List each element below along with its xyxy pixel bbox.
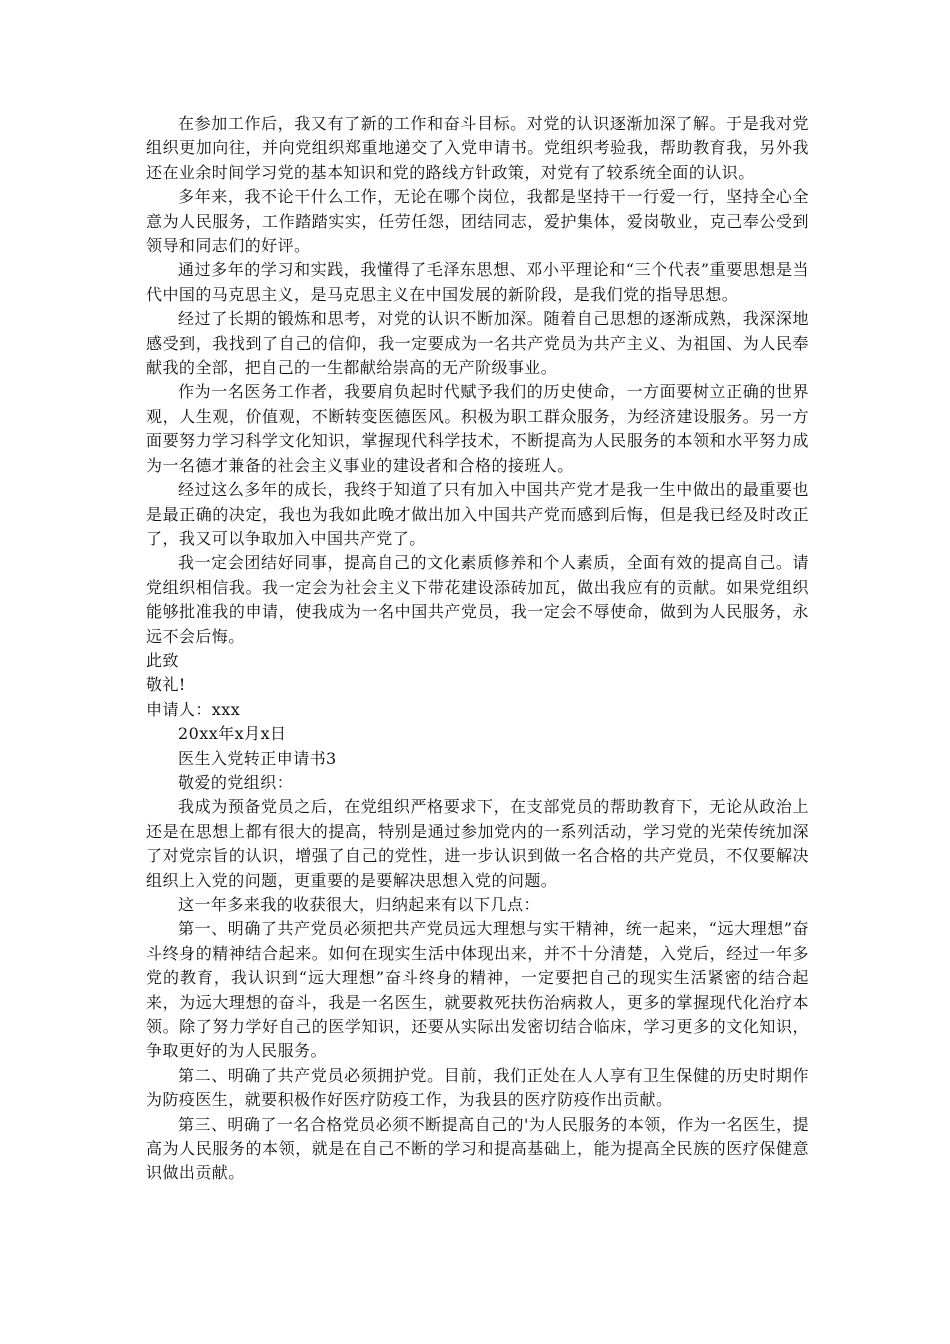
- paragraph: 我一定会团结好同事，提高自己的文化素质修养和个人素质，全面有效的提高自己。请党组织相信我。我一定会为社会主义下带花建设添砖加瓦，做出我应有的贡献。如果党组织能够批准我的申请，使我成为一名中国共产党员，我一定会不辱使命，做到为人民服务，永远不会后悔。: [146, 553, 809, 646]
- paragraph: 在参加工作后，我又有了新的工作和奋斗目标。对党的认识逐渐加深了解。于是我对党组织更加向往，并向党组织郑重地递交了入党申请书。党组织考验我，帮助教育我，另外我还在业余时间学习党的基本知识和党的路线方针政策，对党有了较系统全面的认识。: [146, 114, 809, 182]
- paragraph: 经过这么多年的成长，我终于知道了只有加入中国共产党才是我一生中做出的最重要也是最正确的决定，我也为我如此晚才做出加入中国共产党而感到后悔，但是我已经及时改正了，我又可以争取加入中国共产党了。: [146, 480, 809, 548]
- paragraph: 经过了长期的锻炼和思考，对党的认识不断加深。随着自己思想的逐渐成熟，我深深地感受到，我找到了自己的信仰，我一定要成为一名共产党员为共产主义、为祖国、为人民奉献我的全部，把自己的一生都献给崇高的无产阶级事业。: [146, 309, 809, 378]
- paragraph: 第一、明确了共产党员必须把共产党员远大理想与实干精神，统一起来，“远大理想”奋斗终身的精神结合起来。如何在现实生活中体现出来，并不十分清楚，入党后，经过一年多党的教育，我认识到“远大理想”奋斗终身的精神，一定要把自己的现实生活紧密的结合起来，为远大理想的奋斗，我是一名医生，就要救死扶伤治病救人，更多的掌握现代化治疗本领。除了努力学好自己的医学知识，还要从实际出发密切结合临床，学习更多的文化知识，争取更好的为人民服务。: [146, 919, 809, 1061]
- closing-regards: 敬礼!: [146, 675, 186, 695]
- paragraph: 第三、明确了一名合格党员必须不断提高自己的'为人民服务的本领，作为一名医生，提高为人民服务的本领，就是在自己不断的学习和提高基础上，能为提高全民族的医疗保健意识做出贡献。: [146, 1114, 809, 1183]
- closing-salutation: 此致: [146, 650, 179, 670]
- paragraph: 第二、明确了共产党员必须拥护党。目前，我们正处在人人享有卫生保健的历史时期作为防疫医生，就要积极作好医疗防疫工作，为我县的医疗防疫作出贡献。: [146, 1065, 809, 1110]
- paragraph: 多年来，我不论干什么工作，无论在哪个岗位，我都是坚持干一行爱一行，坚持全心全意为人民服务，工作踏踏实实，任劳任怨，团结同志，爱护集体，爱岗敬业，克己奉公受到领导和同志们的好评。: [146, 187, 809, 256]
- paragraph: 我成为预备党员之后，在党组织严格要求下，在支部党员的帮助教育下，无论从政治上还是在思想上都有很大的提高，特别是通过参加党内的一系列活动，学习党的光荣传统加深了对党宗旨的认识，增强了自己的党性，进一步认识到做一名合格的共产党员，不仅要解决组织上入党的问题，更重要的是要解决思想入党的问题。: [146, 797, 809, 890]
- paragraph: 这一年多来我的收获很大，归纳起来有以下几点：: [178, 895, 540, 914]
- document-body: [146, 112, 809, 1186]
- section-title: 医生入党转正申请书3: [178, 748, 337, 768]
- applicant-line: 申请人：xxx: [146, 699, 241, 719]
- paragraph: 通过多年的学习和实践，我懂得了毛泽东思想、邓小平理论和“三个代表”重要思想是当代中国的马克思主义，是马克思主义在中国发展的新阶段，是我们党的指导思想。: [146, 260, 809, 304]
- paragraph: 作为一名医务工作者，我要肩负起时代赋予我们的历史使命，一方面要树立正确的世界观，人生观，价值观，不断转变医德医风。积极为职工群众服务，为经济建设服务。另一方面要努力学习科学文化知识，掌握现代科学技术，不断提高为人民服务的本领和水平努力成为一名德才兼备的社会主义事业的建设者和合格的接班人。: [146, 382, 809, 475]
- greeting: 敬爱的党组织：: [178, 772, 294, 792]
- date-line: 20xx年x月x日: [178, 724, 287, 744]
